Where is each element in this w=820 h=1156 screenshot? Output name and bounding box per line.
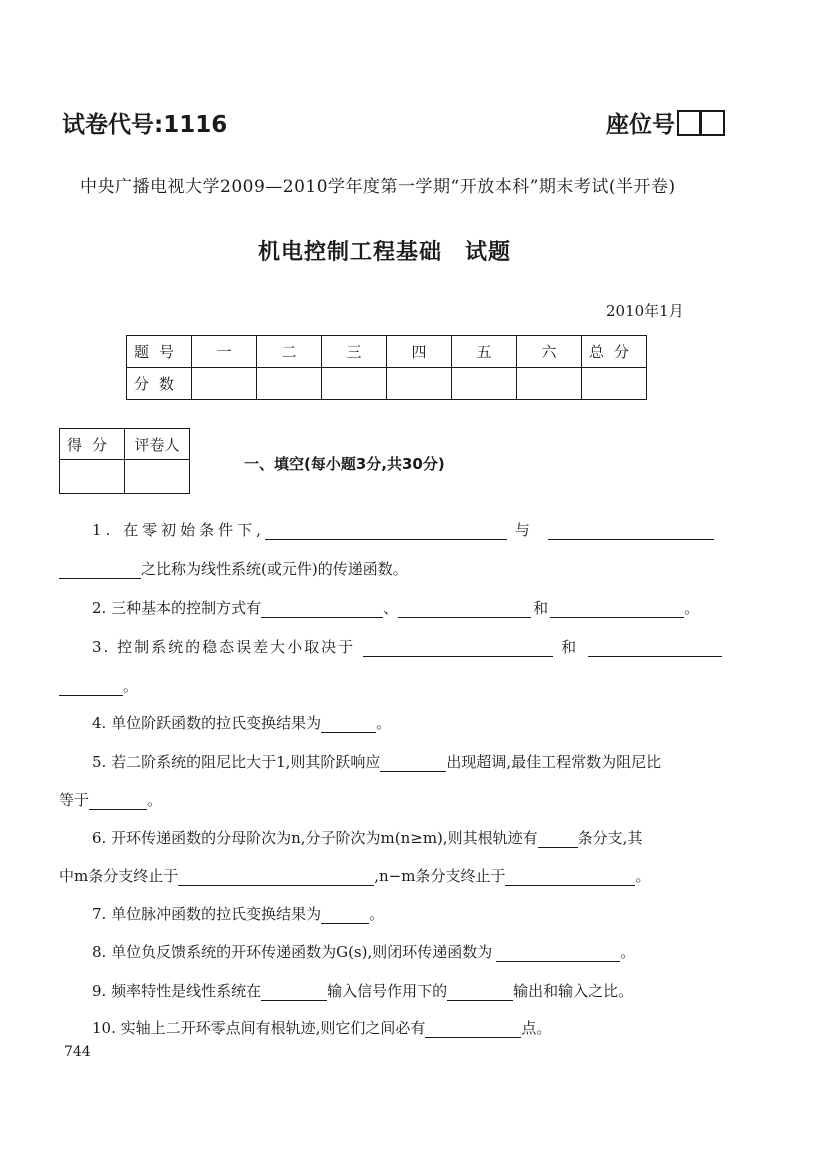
question-text: 中m条分支终止于 xyxy=(59,867,179,885)
answer-blank[interactable] xyxy=(321,717,376,733)
answer-blank[interactable] xyxy=(363,641,553,657)
paper-title: 机电控制工程基础 试题 xyxy=(258,240,512,265)
question-text: 输入信号作用下的 xyxy=(327,982,448,1000)
seat-box[interactable] xyxy=(677,110,701,136)
question-text: ,n−m条分支终止于 xyxy=(374,867,506,885)
answer-blank[interactable] xyxy=(538,832,578,848)
answer-blank[interactable] xyxy=(496,946,620,962)
grader-score-label: 得分 xyxy=(60,429,125,460)
answer-blank[interactable] xyxy=(398,602,531,618)
exam-date: 2010年1月 xyxy=(606,302,684,320)
question-text: 与 xyxy=(514,521,530,539)
question-text: 出现超调,最佳工程常数为阻尼比 xyxy=(446,753,662,771)
question-text: 。 xyxy=(684,599,700,617)
score-table-column: 六 xyxy=(517,336,582,368)
answer-blank[interactable] xyxy=(447,985,513,1001)
question-text: 。 xyxy=(369,905,385,923)
answer-blank[interactable] xyxy=(59,680,123,696)
question-text: 4. 单位阶跃函数的拉氏变换结果为 xyxy=(92,714,322,732)
question-5-line-2 xyxy=(59,789,162,810)
score-table-row-label: 分数 xyxy=(127,368,192,400)
grader-name-label: 评卷人 xyxy=(125,429,190,460)
question-text: 等于 xyxy=(59,791,90,809)
question-text: 1. 在零初始条件下, xyxy=(92,521,265,539)
question-text: 。 xyxy=(376,714,392,732)
section-title: 一、填空(每小题3分,共30分) xyxy=(244,455,445,473)
question-8 xyxy=(92,941,635,962)
question-text: 6. 开环传递函数的分母阶次为n,分子阶次为m(n≥m),则其根轨迹有 xyxy=(92,829,538,847)
score-table-header-row xyxy=(127,336,647,368)
question-text: 、 xyxy=(383,599,399,617)
question-9 xyxy=(92,980,633,1001)
score-cell[interactable] xyxy=(322,368,387,400)
grader-score-cell[interactable] xyxy=(60,460,125,494)
question-text: 点。 xyxy=(521,1019,552,1037)
question-text: 。 xyxy=(123,677,139,695)
score-table xyxy=(126,335,647,400)
score-cell[interactable] xyxy=(387,368,452,400)
exam-title: 中央广播电视大学2009—2010学年度第一学期“开放本科”期末考试(半开卷) xyxy=(80,177,676,197)
question-5-line-1 xyxy=(92,751,661,772)
score-table-row-label: 题号 xyxy=(127,336,192,368)
answer-blank[interactable] xyxy=(505,870,635,886)
seat-number-field xyxy=(606,106,725,139)
question-4 xyxy=(92,712,391,733)
question-text: 8. 单位负反馈系统的开环传递函数为G(s),则闭环传递函数为 xyxy=(92,943,493,961)
score-cell[interactable] xyxy=(582,368,647,400)
score-table-score-row xyxy=(127,368,647,400)
exam-code-label: 试卷代号:1116 xyxy=(62,112,228,138)
score-cell[interactable] xyxy=(517,368,582,400)
question-text: 和 xyxy=(561,638,577,656)
answer-blank[interactable] xyxy=(548,524,714,540)
score-table-column: 四 xyxy=(387,336,452,368)
score-table-column: 五 xyxy=(452,336,517,368)
answer-blank[interactable] xyxy=(178,870,374,886)
question-7 xyxy=(92,903,384,924)
question-10 xyxy=(92,1017,551,1038)
answer-blank[interactable] xyxy=(261,985,327,1001)
question-text: 条分支,其 xyxy=(577,829,643,847)
question-1-line-1 xyxy=(92,519,714,540)
score-cell[interactable] xyxy=(452,368,517,400)
grader-name-cell[interactable] xyxy=(125,460,190,494)
question-3-line-2 xyxy=(59,675,138,696)
answer-blank[interactable] xyxy=(321,908,369,924)
score-cell[interactable] xyxy=(257,368,322,400)
seat-box[interactable] xyxy=(701,110,725,136)
answer-blank[interactable] xyxy=(265,524,507,540)
score-cell[interactable] xyxy=(192,368,257,400)
grader-table xyxy=(59,428,190,494)
score-table-column: 二 xyxy=(257,336,322,368)
answer-blank[interactable] xyxy=(59,563,141,579)
score-table-column-total: 总分 xyxy=(582,336,647,368)
answer-blank[interactable] xyxy=(425,1022,521,1038)
question-2 xyxy=(92,597,699,618)
question-text: 3. 控制系统的稳态误差大小取决于 xyxy=(92,638,356,656)
question-6-line-2 xyxy=(59,865,650,886)
question-1-line-2 xyxy=(59,558,408,579)
question-6-line-1 xyxy=(92,827,642,848)
question-text: 输出和输入之比。 xyxy=(513,982,634,1000)
question-text: 10. 实轴上二开环零点间有根轨迹,则它们之间必有 xyxy=(92,1019,426,1037)
seat-number-boxes[interactable] xyxy=(677,110,725,136)
answer-blank[interactable] xyxy=(380,756,446,772)
question-text: 9. 频率特性是线性系统在 xyxy=(92,982,262,1000)
question-text: 和 xyxy=(533,599,549,617)
answer-blank[interactable] xyxy=(550,602,684,618)
question-text: 。 xyxy=(147,791,163,809)
score-table-column: 一 xyxy=(192,336,257,368)
question-text: 5. 若二阶系统的阻尼比大于1,则其阶跃响应 xyxy=(92,753,381,771)
page-number: 744 xyxy=(64,1044,91,1060)
answer-blank[interactable] xyxy=(89,794,147,810)
question-text: 7. 单位脉冲函数的拉氏变换结果为 xyxy=(92,905,322,923)
question-text: 2. 三种基本的控制方式有 xyxy=(92,599,262,617)
question-text: 之比称为线性系统(或元件)的传递函数。 xyxy=(141,560,408,578)
question-text: 。 xyxy=(620,943,636,961)
answer-blank[interactable] xyxy=(261,602,383,618)
question-3-line-1 xyxy=(92,636,722,657)
seat-number-label: 座位号 xyxy=(606,112,675,138)
score-table-column: 三 xyxy=(322,336,387,368)
question-text: 。 xyxy=(635,867,651,885)
answer-blank[interactable] xyxy=(588,641,722,657)
